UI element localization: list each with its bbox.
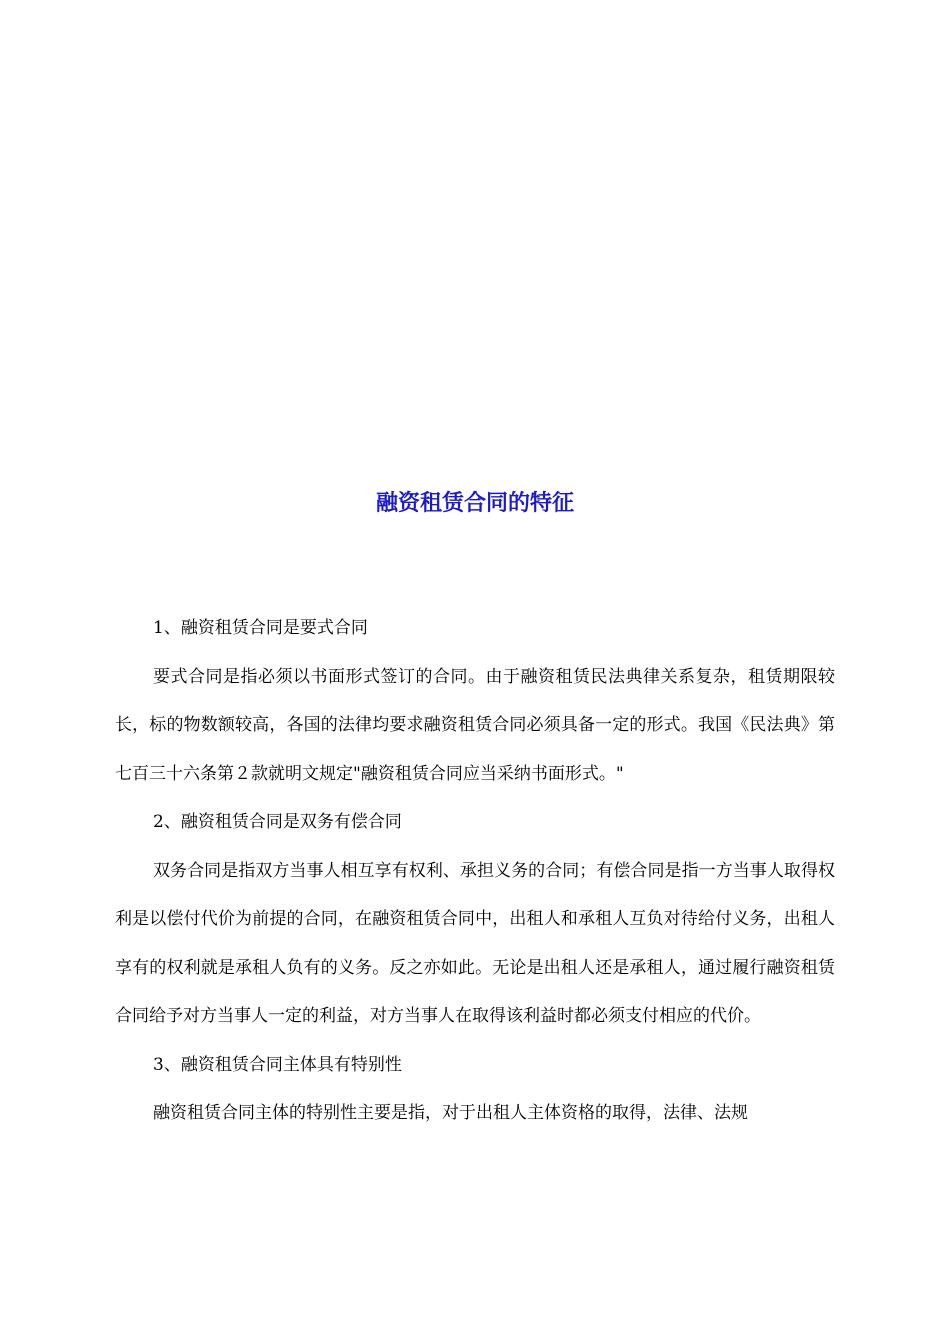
section-heading-1: 1、融资租赁合同是要式合同 xyxy=(153,618,368,638)
section-paragraph-3: 融资租赁合同主体的特别性主要是指，对于出租人主体资格的取得，法律、法规 xyxy=(153,1103,748,1123)
section-heading-2: 2、融资租赁合同是双务有偿合同 xyxy=(153,812,402,832)
section-heading-3: 3、融资租赁合同主体具有特别性 xyxy=(153,1054,402,1075)
document-body xyxy=(115,604,835,1138)
section-paragraph-2: 双务合同是指双方当事人相互享有权利、承担义务的合同；有偿合同是指一方当事人取得权利是以偿付代价为前提的合同，在融资租赁合同中，出租人和承租人互负对待给付义务，出租人享有的权利就是承租人负有的义务。反之亦如此。无论是出租人还是承租人，通过履行融资租赁合同给予对方当事人一定的利益，对方当事人在取得该利益时都必须支付相应的代价。 xyxy=(115,860,835,1026)
document-title: 融资租赁合同的特征 xyxy=(375,490,574,516)
section-paragraph-1: 要式合同是指必须以书面形式签订的合同。由于融资租赁民法典律关系复杂，租赁期限较长，标的物数额较高，各国的法律均要求融资租赁合同必须具备一定的形式。我国《民法典》第七百三十六条第２款就明文规定"融资租赁合同应当采纳书面形式。" xyxy=(115,666,835,784)
